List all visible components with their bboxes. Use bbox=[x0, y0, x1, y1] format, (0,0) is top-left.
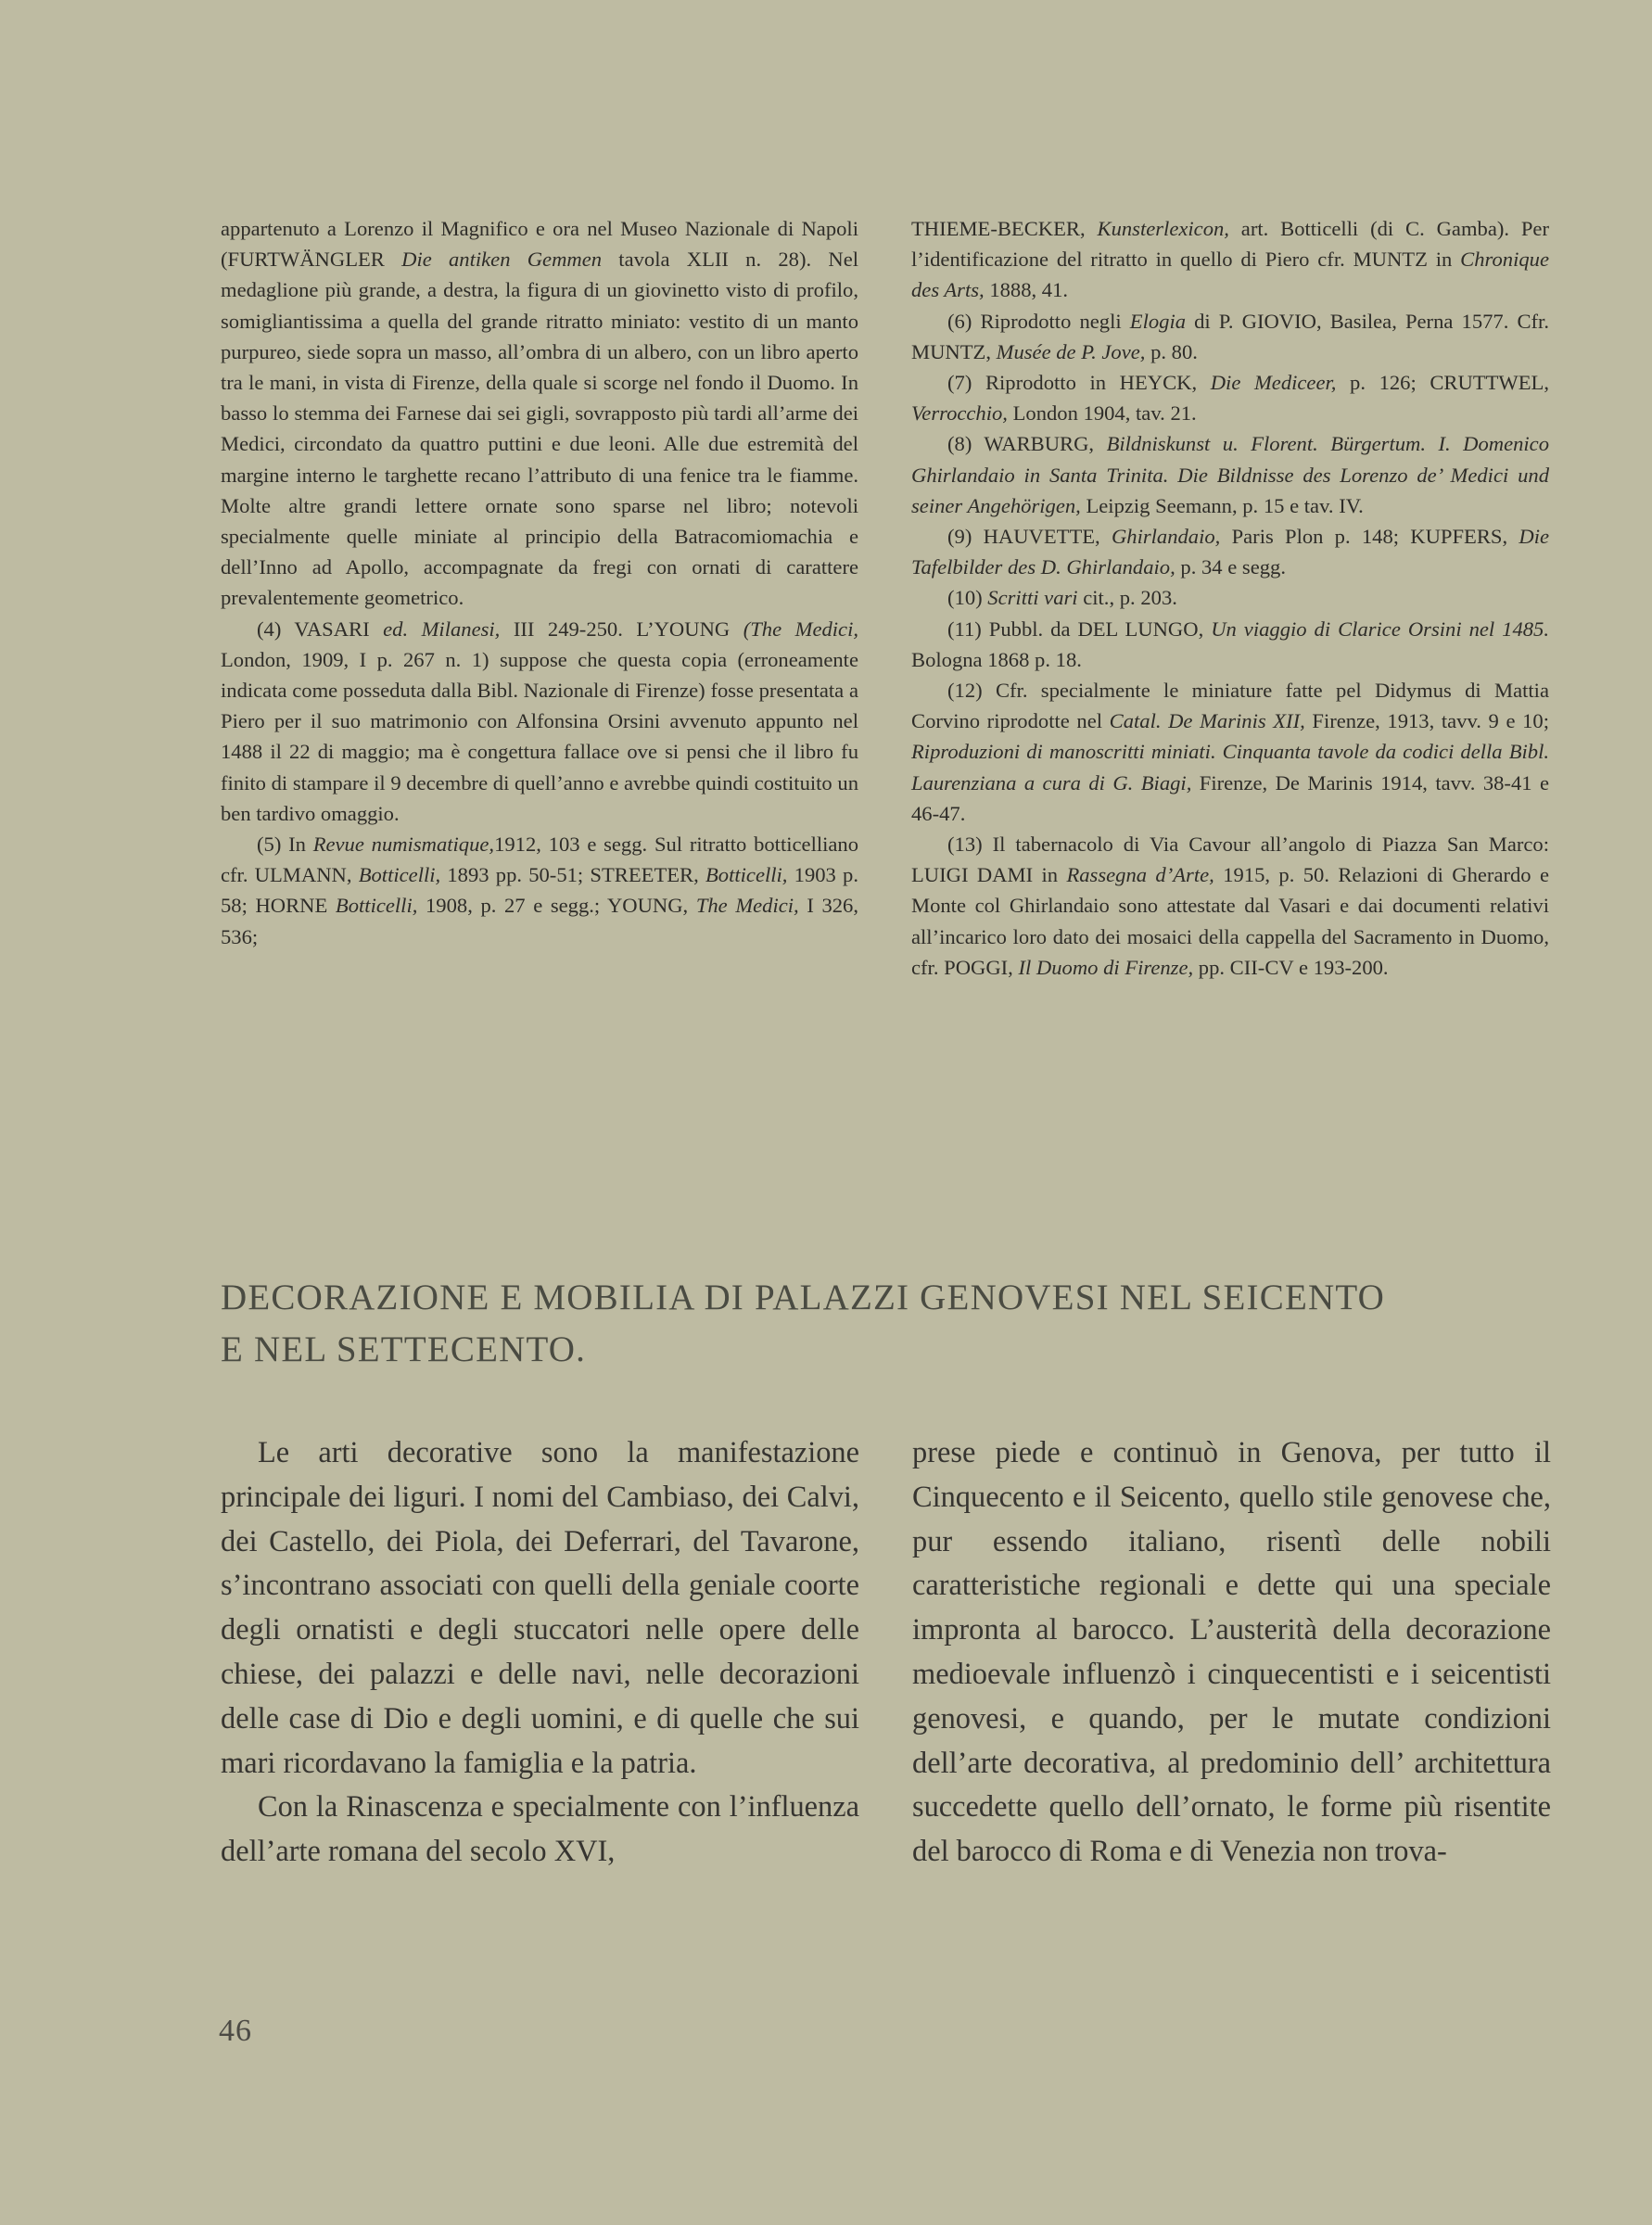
footnote-italic: Die antiken Gemmen bbox=[401, 248, 603, 272]
footnote-text: (13) Il tabernacolo di Via Cavour all’angolo di Piazza San Marco: LUIGI DAMI in bbox=[911, 833, 1549, 887]
footnote-text: (12) Cfr. specialmente le miniature fatte pel Didymus di Mattia Corvino riprodotte nel bbox=[911, 679, 1549, 733]
footnote-italic: Botticelli, bbox=[335, 894, 418, 918]
footnote-text: 1903 p. 58; HORNE bbox=[221, 863, 858, 918]
footnote-text: London 1904, tav. 21. bbox=[1007, 401, 1197, 426]
footnote-italic: Rassegna d’Arte, bbox=[1066, 863, 1214, 887]
footnote-italic: Un viaggio di Clarice Orsini nel 1485. bbox=[1211, 617, 1549, 641]
footnote-4 bbox=[221, 614, 858, 829]
footnote-11 bbox=[911, 614, 1549, 675]
footnote-text: (5) In bbox=[257, 833, 313, 857]
article-title-line-1: DECORAZIONE E MOBILIA DI PALAZZI GENOVESI NEL SEICENTO bbox=[221, 1278, 1386, 1317]
footnote-italic: The Medici, bbox=[695, 894, 799, 918]
footnote-text: cit., p. 203. bbox=[1077, 586, 1177, 610]
footnote-text: art. Botticelli (di C. Gamba). Per l’identificazione del ritratto in quello di Piero cfr. MUNTZ in bbox=[911, 217, 1549, 272]
footnote-text: tavola XLII n. 28). Nel medaglione più grande, a destra, la figura di un giovinetto visto di profilo, somigliantissima a quella del grande ritratto miniato: vestito di un manto purpureo, siede sopra un masso, all’ombra di un albero, con un libro aperto tra le mani, in vista di Firenze, della quale si scorge nel fondo il Duomo. In basso lo stemma dei Farnese dai sei gigli, sovrapposto più tardi all’arme dei Medici, circondato da quattro puttini e due leoni. Alle due estremità del margine interno le targhette recano l’attributo di una fenice tra le fiamme. Molte altre grandi lettere ornate sono sparse nel libro; notevoli specialmente quelle miniate al principio della Batracomiomachia e dell’Inno ad Apollo, accompagnate da fregi con ornati di carattere prevalentemente geometrico. bbox=[221, 248, 859, 610]
footnote-text: THIEME-BECKER, bbox=[911, 217, 1098, 240]
footnote-italic: Riproduzioni di manoscritti miniati. Cinquanta tavole da codici della Bibl. Laurenziana a cura di G. Biagi, bbox=[911, 740, 1549, 795]
footnote-9 bbox=[911, 521, 1549, 582]
page-number: 46 bbox=[219, 2014, 252, 2048]
footnote-text: pp. CII-CV e 193-200. bbox=[1193, 955, 1389, 979]
footnote-italic: Catal. De Marinis XII, bbox=[1109, 709, 1305, 733]
body-paragraph: Le arti decorative sono la manifestazione principale dei liguri. I nomi del Cambiaso, dei Calvi, dei Castello, dei Piola, dei Deferrari, del Tavarone, s’incontrano associati con quelli della geniale coorte degli ornatisti e degli stuccatori nelle opere delle chiese, dei palazzi e delle navi, nelle decorazioni delle case di Dio e degli uomini, e di quelle che sui mari ricordavano la famiglia e la patria. bbox=[221, 1436, 859, 1780]
footnote-italic: Il Duomo di Firenze, bbox=[1018, 955, 1194, 979]
article-title-line-2: E NEL SETTECENTO. bbox=[221, 1329, 587, 1369]
footnote-text: p. 126; CRUTTWEL, bbox=[1336, 371, 1549, 395]
footnote-13 bbox=[911, 829, 1549, 983]
footnote-italic: Ghirlandaio, bbox=[1111, 525, 1221, 549]
footnote-text: (4) VASARI bbox=[257, 617, 384, 641]
footnote-12 bbox=[911, 675, 1549, 829]
footnote-italic: Die Mediceer, bbox=[1210, 371, 1337, 395]
footnote-text: Bologna 1868 p. 18. bbox=[911, 647, 1082, 671]
footnote-text: Firenze, De Marinis 1914, tavv. 38-41 e 46-47. bbox=[911, 770, 1549, 825]
footnote-text: 1893 pp. 50-51; STREETER, bbox=[440, 863, 705, 887]
footnote-italic: Musée de P. Jove, bbox=[996, 339, 1146, 363]
footnote-continuation bbox=[221, 213, 858, 614]
footnote-7 bbox=[911, 367, 1549, 428]
footnote-italic: Revue numismatique, bbox=[312, 833, 495, 857]
article-title bbox=[221, 1272, 1519, 1376]
footnote-italic: Elogia bbox=[1129, 309, 1187, 333]
footnote-text: (9) HAUVETTE, bbox=[947, 525, 1112, 549]
footnote-text: Paris Plon p. 148; KUPFERS, bbox=[1220, 525, 1519, 549]
footnote-text: 1908, p. 27 e segg.; YOUNG, bbox=[417, 894, 696, 918]
footnote-italic: Bildniskunst u. Florent. Bürgertum. I. Domenico Ghirlandaio in Santa Trinita. Die Bildnisse des Lorenzo de’ Medici und seiner Angehörigen, bbox=[911, 432, 1549, 517]
footnote-italic: (The Medici, bbox=[743, 617, 858, 641]
footnote-italic: ed. Milanesi, bbox=[383, 617, 501, 641]
footnote-text: (11) Pubbl. da DEL LUNGO, bbox=[947, 617, 1212, 641]
footnote-text: 1915, p. 50. Relazioni di Gherardo e Monte col Ghirlandaio sono attestate dal Vasari e dai documenti relativi all’incarico loro dato dei mosaici della cappella del Sacramento in Duomo, cfr. POGGI, bbox=[911, 863, 1549, 979]
footnote-text: (7) Riprodotto in HEYCK, bbox=[947, 371, 1211, 395]
footnote-text: di P. GIOVIO, Basilea, Perna 1577. Cfr. MUNTZ, bbox=[911, 309, 1549, 363]
footnote-text: (10) bbox=[947, 586, 988, 610]
footnotes-left-column bbox=[221, 213, 858, 952]
footnote-8 bbox=[911, 428, 1549, 521]
footnote-italic: Scritti vari bbox=[987, 586, 1078, 610]
footnote-text: I 326, 536; bbox=[221, 894, 858, 948]
footnote-text: p. 34 e segg. bbox=[1175, 555, 1286, 579]
footnote-text: Leipzig Seemann, p. 15 e tav. IV. bbox=[1080, 493, 1364, 517]
footnote-text: Firenze, 1913, tavv. 9 e 10; bbox=[1304, 709, 1550, 733]
footnote-5-continuation bbox=[911, 213, 1549, 306]
footnote-italic: Kunsterlexicon, bbox=[1097, 217, 1229, 240]
footnote-italic: Botticelli, bbox=[358, 863, 441, 887]
footnote-text: (8) WARBURG, bbox=[947, 432, 1107, 456]
footnote-text: 1912, 103 e segg. Sul ritratto botticelliano cfr. ULMANN, bbox=[221, 833, 859, 887]
footnote-italic: Chronique des Arts, bbox=[911, 248, 1549, 302]
footnote-italic: Die Tafelbilder des D. Ghirlandaio, bbox=[911, 525, 1549, 579]
body-right-column bbox=[912, 1431, 1551, 1875]
footnote-text: p. 80. bbox=[1145, 339, 1198, 363]
footnote-text: III 249-250. L’YOUNG bbox=[500, 617, 743, 641]
body-paragraph: Con la Rinascenza e specialmente con l’influenza dell’arte romana del secolo XVI, bbox=[221, 1790, 859, 1869]
footnote-italic: Botticelli, bbox=[705, 863, 788, 887]
footnote-5 bbox=[221, 829, 858, 952]
body-left-column bbox=[221, 1431, 859, 1875]
footnote-italic: Verrocchio, bbox=[911, 401, 1008, 426]
footnotes-right-column bbox=[911, 213, 1549, 983]
footnote-10 bbox=[911, 582, 1549, 613]
body-paragraph: prese piede e continuò in Genova, per tutto il Cinquecento e il Seicento, quello stile genovese che, pur essendo italiano, risentì delle nobili caratteristiche regionali e dette qui una speciale impronta al barocco. L’austerità della decorazione medioevale influenzò i cinquecentisti e i seicentisti genovesi, e quando, per le mutate condizioni dell’arte decorativa, al predominio dell’ architettura succedette quello dell’ornato, le forme più risentite del barocco di Roma e di Venezia non trova- bbox=[912, 1436, 1551, 1869]
footnote-6 bbox=[911, 306, 1549, 367]
footnote-text: appartenuto a Lorenzo il Magnifico e ora nel Museo Nazionale di Napoli (FURTWÄNGLER bbox=[221, 217, 858, 272]
footnote-text: (6) Riprodotto negli bbox=[947, 309, 1130, 333]
footnote-text: 1888, 41. bbox=[984, 278, 1069, 302]
footnote-text: London, 1909, I p. 267 n. 1) suppose che questa copia (erroneamente indicata come posseduta dalla Bibl. Nazionale di Firenze) fosse presentata a Piero per il suo matrimonio con Alfonsina Orsini avvenuto appunto nel 1488 il 22 di maggio; ma è congettura fallace ove si pensi che il libro fu finito di stampare il 9 decembre di quell’anno e avrebbe quindi costituito un ben tardivo omaggio. bbox=[221, 647, 858, 825]
